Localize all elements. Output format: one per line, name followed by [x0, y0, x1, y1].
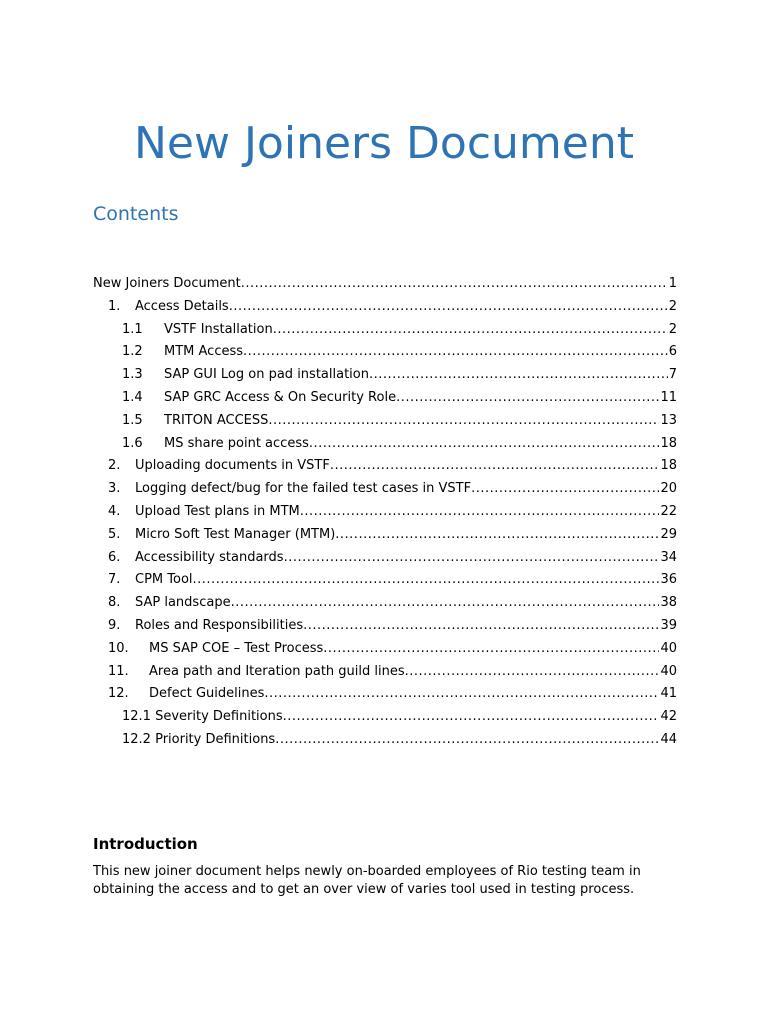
- toc-entry-label: Micro Soft Test Manager (MTM): [135, 526, 336, 542]
- toc-entry-number: 1.4: [122, 389, 143, 405]
- toc-entry-number: 12.: [108, 686, 129, 702]
- toc-entry-page-number: 2: [668, 298, 677, 314]
- toc-entry-label: SAP GRC Access & On Security Role: [164, 389, 397, 405]
- toc-entry[interactable]: [93, 364, 677, 387]
- toc-dot-leader: [369, 364, 668, 387]
- toc-entry-page-number: 44: [660, 731, 677, 747]
- toc-entry[interactable]: [93, 683, 677, 706]
- toc-entry-label: MTM Access: [164, 344, 244, 360]
- toc-dot-leader: [241, 273, 668, 296]
- toc-entry[interactable]: [93, 615, 677, 638]
- toc-entry-page-number: 22: [660, 503, 677, 519]
- toc-entry-label: Defect Guidelines: [149, 686, 265, 702]
- toc-entry[interactable]: [93, 569, 677, 592]
- toc-dot-leader: [229, 296, 668, 319]
- toc-entry[interactable]: [93, 478, 677, 501]
- toc-entry-number: 9.: [108, 617, 121, 633]
- toc-dot-leader: [309, 433, 660, 456]
- table-of-contents: [93, 273, 677, 752]
- toc-entry-number: 1.2: [122, 344, 143, 360]
- toc-entry-page-number: 40: [660, 640, 677, 656]
- toc-entry[interactable]: [93, 455, 677, 478]
- toc-entry-label: Uploading documents in VSTF: [135, 458, 330, 474]
- toc-dot-leader: [275, 729, 659, 752]
- toc-entry-page-number: 20: [660, 481, 677, 497]
- toc-entry-label: CPM Tool: [135, 572, 193, 588]
- toc-entry[interactable]: [93, 341, 677, 364]
- toc-entry-page-number: 6: [668, 344, 677, 360]
- toc-entry-number: 1.5: [122, 412, 143, 428]
- toc-entry[interactable]: [93, 410, 677, 433]
- toc-entry-page-number: 36: [660, 572, 677, 588]
- toc-dot-leader: [471, 478, 659, 501]
- toc-dot-leader: [303, 615, 659, 638]
- toc-entry-label: TRITON ACCESS: [164, 412, 269, 428]
- toc-entry-label: VSTF Installation: [164, 321, 273, 337]
- toc-entry[interactable]: [93, 433, 677, 456]
- toc-dot-leader: [300, 501, 660, 524]
- toc-entry[interactable]: [93, 706, 677, 729]
- toc-dot-leader: [283, 706, 660, 729]
- toc-entry-page-number: 13: [660, 412, 677, 428]
- toc-entry-number: 6.: [108, 549, 121, 565]
- toc-entry-label: New Joiners Document: [93, 276, 241, 291]
- toc-entry[interactable]: [93, 729, 677, 752]
- toc-entry[interactable]: [93, 387, 677, 410]
- toc-entry-page-number: 7: [668, 367, 677, 383]
- toc-dot-leader: [243, 341, 668, 364]
- toc-entry-page-number: 34: [660, 549, 677, 565]
- toc-dot-leader: [193, 569, 660, 592]
- toc-entry-label: Roles and Responsibilities: [135, 617, 304, 633]
- toc-entry[interactable]: [93, 592, 677, 615]
- toc-dot-leader: [396, 387, 659, 410]
- toc-entry-page-number: 18: [660, 458, 677, 474]
- toc-entry[interactable]: [93, 547, 677, 570]
- toc-entry-number: 7.: [108, 572, 121, 588]
- toc-entry[interactable]: [93, 273, 677, 296]
- toc-entry-number: 1.6: [122, 435, 143, 451]
- toc-entry[interactable]: [93, 661, 677, 684]
- toc-dot-leader: [284, 547, 660, 570]
- toc-dot-leader: [405, 661, 660, 684]
- toc-entry-number: 4.: [108, 503, 121, 519]
- toc-entry[interactable]: [93, 638, 677, 661]
- toc-entry-page-number: 39: [660, 617, 677, 633]
- toc-entry-page-number: 41: [660, 686, 677, 702]
- toc-entry[interactable]: [93, 319, 677, 342]
- toc-entry-page-number: 2: [668, 321, 677, 337]
- toc-entry-label: Logging defect/bug for the failed test cases in VSTF: [135, 481, 472, 497]
- toc-dot-leader: [335, 524, 659, 547]
- toc-entry-page-number: 18: [660, 435, 677, 451]
- toc-entry-label: SAP GUI Log on pad installation: [164, 367, 369, 383]
- toc-entry-number: 11.: [108, 663, 129, 679]
- toc-entry-label: 12.1 Severity Definitions: [122, 709, 283, 725]
- document-title: New Joiners Document: [134, 118, 634, 169]
- toc-entry-label: Upload Test plans in MTM: [135, 503, 300, 519]
- toc-entry-page-number: 38: [660, 595, 677, 611]
- contents-heading: Contents: [93, 203, 179, 225]
- toc-entry-page-number: 40: [660, 663, 677, 679]
- toc-entry-number: 8.: [108, 595, 121, 611]
- toc-entry-number: 1.1: [122, 321, 143, 337]
- toc-entry-page-number: 11: [660, 389, 677, 405]
- toc-entry-label: SAP landscape: [135, 595, 231, 611]
- toc-entry-page-number: 1: [668, 276, 677, 291]
- toc-entry-page-number: 29: [660, 526, 677, 542]
- toc-dot-leader: [323, 638, 659, 661]
- toc-entry[interactable]: [93, 501, 677, 524]
- toc-entry-number: 1.: [108, 298, 121, 314]
- introduction-body: This new joiner document helps newly on-boarded employees of Rio testing team in obtaining the access and to get an over view of varies tool used in testing process.: [93, 864, 641, 897]
- toc-entry-label: Access Details: [135, 298, 229, 314]
- introduction-heading: Introduction: [93, 835, 198, 853]
- toc-entry-number: 5.: [108, 526, 121, 542]
- toc-entry-number: 3.: [108, 481, 121, 497]
- toc-entry-number: 10.: [108, 640, 129, 656]
- toc-dot-leader: [273, 319, 668, 342]
- toc-entry-number: 2.: [108, 458, 121, 474]
- toc-entry[interactable]: [93, 524, 677, 547]
- toc-entry[interactable]: [93, 296, 677, 319]
- toc-entry-number: 1.3: [122, 367, 143, 383]
- toc-dot-leader: [231, 592, 660, 615]
- toc-dot-leader: [330, 455, 660, 478]
- toc-dot-leader: [268, 410, 659, 433]
- toc-entry-label: 12.2 Priority Definitions: [122, 731, 276, 747]
- toc-entry-label: MS share point access: [164, 435, 309, 451]
- toc-entry-label: Accessibility standards: [135, 549, 284, 565]
- toc-entry-label: Area path and Iteration path guild lines: [149, 663, 405, 679]
- toc-dot-leader: [264, 683, 659, 706]
- toc-entry-label: MS SAP COE – Test Process: [149, 640, 324, 656]
- toc-entry-page-number: 42: [660, 709, 677, 725]
